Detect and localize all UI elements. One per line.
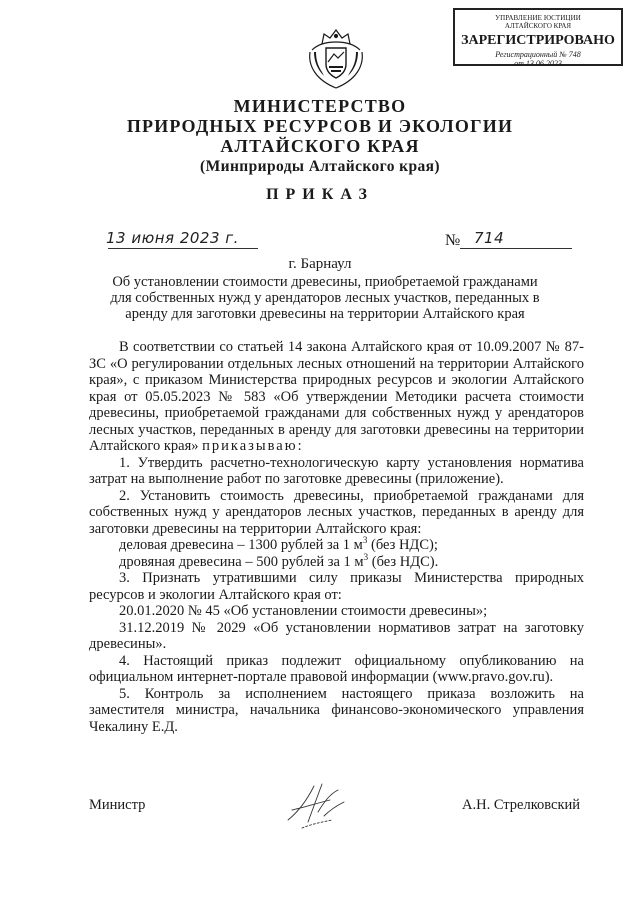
item-4: 4. Настоящий приказ подлежит официальному опубликованию на официальном интернет-портале правовой информации (www.pravo.gov.ru). [89,652,584,685]
stamp-date: от 13.06.2023 [514,59,562,68]
order-number: 714 [474,229,505,247]
stamp-registered: ЗАРЕГИСТРИРОВАНО [461,33,615,48]
orders-word: приказываю: [202,438,304,454]
signatory-name: А.Н. Стрелковский [462,797,581,813]
subject-line: Об установлении стоимости древесины, приобретаемой гражданами [112,274,538,290]
preamble-paragraph [89,339,584,455]
order-number-label: № [445,232,461,249]
cubic-exponent: 3 [363,551,369,562]
item-2-firewood [89,551,584,571]
registration-stamp [453,8,623,66]
order-date: 13 июня 2023 г. [106,229,239,247]
item-5: 5. Контроль за исполнением настоящего приказа возложить на заместителя министра, начальника финансово-экономического управления Чекалину Е.Д. [89,685,584,735]
order-body [89,339,584,735]
number-underline [460,248,572,249]
coat-of-arms-icon [300,22,372,94]
stamp-reg-number: Регистрационный № 748 [495,50,581,59]
stamp-authority: УПРАВЛЕНИЕ ЮСТИЦИИ [495,14,581,22]
business-wood-price: деловая древесина – 1300 рублей за 1 м [119,537,363,553]
cubic-exponent: 3 [362,535,368,546]
vat-note: (без НДС); [367,537,438,553]
item-3: 3. Признать утратившими силу приказы Министерства природных ресурсов и экологии Алтайского края от: [89,570,584,603]
stamp-region: АЛТАЙСКОГО КРАЯ [504,22,572,30]
item-3-a: 20.01.2020 № 45 «Об установлении стоимости древесины»; [119,603,488,619]
document-type: ПРИКАЗ [266,186,374,203]
signatory-position: Министр [89,797,146,813]
item-1: 1. Утвердить расчетно-технологическую карту установления норматива затрат на выполнение работ по заготовке древесины (приложение). [89,454,584,487]
city: г. Барнаул [288,256,352,272]
ministry-title-line2: ПРИРОДНЫХ РЕСУРСОВ И ЭКОЛОГИИ [126,116,514,136]
preamble-text: В соответствии со статьей 14 закона Алтайского края от 10.09.2007 № 87-ЗС «О регулировании отдельных лесных отношений на территории Алтайского края», с приказом Министерства природных ресурсов и экологии Алтайского края от 05.05.2023 № 583 «Об утверждении Методики расчета стоимости древесины, приобретаемой гражданами для собственных нужд у арендаторов лесных участков, переданных в аренду для заготовки древесины на территории Алтайского края» [89,339,584,454]
subject-line: для собственных нужд у арендаторов лесных участков, переданных в [110,290,540,306]
ministry-short-name: (Минприроды Алтайского края) [200,158,440,175]
handwritten-signature-icon [278,772,358,832]
subject-line: аренду для заготовки древесины на территории Алтайского края [125,306,525,322]
firewood-price: дровяная древесина – 500 рублей за 1 м [119,553,364,570]
order-subject [100,274,550,322]
item-2-business-wood [89,537,584,554]
date-underline [108,248,258,249]
item-2: 2. Установить стоимость древесины, приобретаемой гражданами для собственных нужд у арендаторов лесных участков, переданных в аренду для заготовки древесины на территории Алтайского края: [89,487,584,537]
ministry-title: МИНИСТЕРСТВО [233,96,407,116]
item-3-b: 31.12.2019 № 2029 «Об установлении нормативов затрат на заготовку древесины». [89,619,584,652]
vat-note: (без НДС). [368,553,439,570]
ministry-title-line3: АЛТАЙСКОГО КРАЯ [220,136,420,156]
